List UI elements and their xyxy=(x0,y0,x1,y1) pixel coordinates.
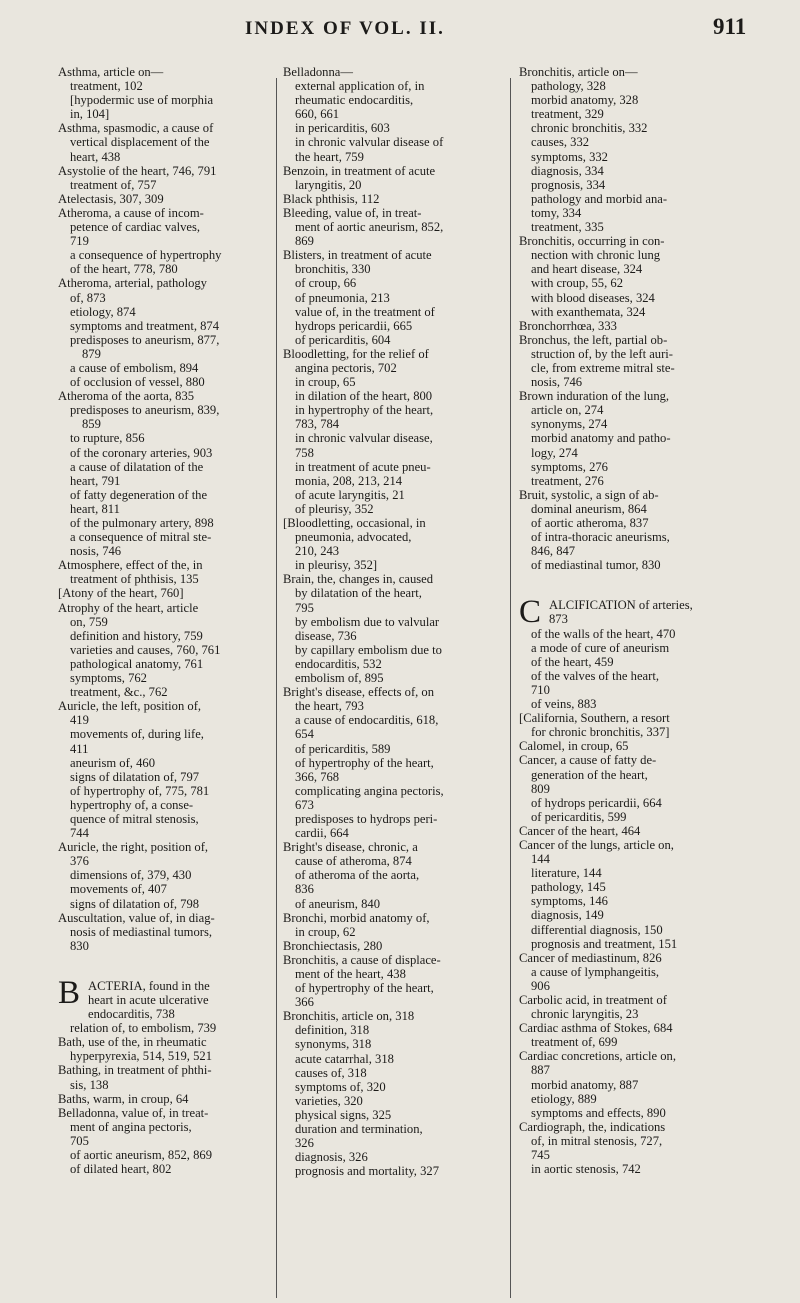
index-subentry: by capillary embolism due to xyxy=(295,642,442,657)
index-entry-heading: Belladonna, value of, in treat- xyxy=(58,1105,209,1120)
index-subentry: with croup, 55, 62 xyxy=(531,276,623,291)
index-entry-heading: Benzoin, in treatment of acute xyxy=(283,163,436,178)
index-subentry: external application of, in xyxy=(295,79,425,94)
index-subentry: movements of, 407 xyxy=(70,882,167,897)
index-subentry: chronic bronchitis, 332 xyxy=(531,121,648,136)
index-entry-heading: [Atony of the heart, 760] xyxy=(58,586,184,601)
index-subentry: pathology and morbid ana- xyxy=(531,191,668,206)
section-gap xyxy=(58,953,243,979)
section-start-entry xyxy=(58,974,243,1022)
index-subentry: treatment, &c., 762 xyxy=(70,685,168,700)
index-entry-heading: Bronchorrhœa, 333 xyxy=(519,318,617,333)
index-subentry: varieties and causes, 760, 761 xyxy=(70,642,221,657)
index-subentry: by dilatation of the heart, xyxy=(295,586,422,601)
index-subentry: 210, 243 xyxy=(295,544,340,559)
index-subentry: by embolism due to valvular xyxy=(295,614,440,629)
index-subentry: in pericarditis, 603 xyxy=(295,121,390,136)
index-subentry: hydrops pericardii, 665 xyxy=(295,318,413,333)
index-subentry: 376 xyxy=(70,854,89,869)
index-entry-heading: Bright's disease, chronic, a xyxy=(283,840,418,855)
index-entry-heading: Cardiac asthma of Stokes, 684 xyxy=(519,1021,673,1036)
index-entry-heading: Bronchiectasis, 280 xyxy=(283,938,383,953)
page-number: 911 xyxy=(713,14,747,39)
index-subentry: angina pectoris, 702 xyxy=(295,360,397,375)
index-subentry: 846, 847 xyxy=(531,544,576,559)
index-subentry: causes, 332 xyxy=(531,135,590,150)
index-subentry: chronic laryngitis, 23 xyxy=(531,1007,639,1022)
index-subentry: value of, in the treatment of xyxy=(295,304,435,319)
index-entry-heading: Cancer of the lungs, article on, xyxy=(519,837,674,852)
page-header xyxy=(0,14,800,44)
index-subentry: a consequence of mitral ste- xyxy=(70,530,212,545)
index-subentry: causes of, 318 xyxy=(295,1065,367,1080)
index-entry-line: ACTERIA, found in the xyxy=(88,978,210,993)
index-subentry: pathology, 145 xyxy=(531,880,606,895)
index-subentry: in treatment of acute pneu- xyxy=(295,459,431,474)
index-subentry: vertical displacement of the xyxy=(70,135,210,150)
index-subentry: sis, 138 xyxy=(70,1077,109,1092)
index-subentry: in croup, 65 xyxy=(295,375,356,390)
index-subentry: symptoms, 276 xyxy=(531,459,608,474)
index-entry-heading: Auricle, the right, position of, xyxy=(58,840,209,855)
index-entry-heading: Atheroma of the aorta, 835 xyxy=(58,389,195,404)
index-subentry: of mediastinal tumor, 830 xyxy=(531,558,661,573)
index-subentry: 660, 661 xyxy=(295,107,340,122)
index-subentry: symptoms and effects, 890 xyxy=(531,1105,666,1120)
index-subentry: treatment, 329 xyxy=(531,107,604,122)
index-subentry: symptoms, 332 xyxy=(531,149,608,164)
index-subentry: 830 xyxy=(70,938,89,953)
index-entry-heading: Cardiograph, the, indications xyxy=(519,1119,666,1134)
index-subentry: morbid anatomy, 328 xyxy=(531,93,639,108)
index-column-1 xyxy=(58,65,243,1176)
index-entry-heading: Bathing, in treatment of phthi- xyxy=(58,1063,212,1078)
index-subentry: 783, 784 xyxy=(295,417,340,432)
index-subentry: cardii, 664 xyxy=(295,826,349,841)
section-gap xyxy=(519,572,779,598)
index-entry-heading: Atheroma, a cause of incom- xyxy=(58,205,204,220)
index-entry-heading: Black phthisis, 112 xyxy=(283,191,380,206)
index-subentry: 887 xyxy=(531,1063,550,1078)
index-subentry: generation of the heart, xyxy=(531,767,648,782)
index-entry-line: 873 xyxy=(549,612,568,627)
index-entry-heading: Cancer, a cause of fatty de- xyxy=(519,753,657,768)
index-subentry: with exanthemata, 324 xyxy=(531,304,646,319)
index-entry-line: endocarditis, 738 xyxy=(88,1007,175,1022)
index-subentry: laryngitis, 20 xyxy=(295,177,362,192)
index-subentry: pathological anatomy, 761 xyxy=(70,656,204,671)
index-subentry: acute catarrhal, 318 xyxy=(295,1051,394,1066)
index-subentry: 744 xyxy=(70,826,89,841)
index-subentry: heart, 811 xyxy=(70,501,120,516)
index-entry-heading: Atheroma, arterial, pathology xyxy=(58,276,207,291)
index-subentry: synonyms, 274 xyxy=(531,417,608,432)
index-subentry: 745 xyxy=(531,1148,550,1163)
index-subentry: rheumatic endocarditis, xyxy=(295,93,414,108)
index-entry-heading: Cancer of mediastinum, 826 xyxy=(519,950,662,965)
index-subentry: in croup, 62 xyxy=(295,924,356,939)
index-subentry: hyperpyrexia, 514, 519, 521 xyxy=(70,1049,212,1064)
index-subentry: of the heart, 778, 780 xyxy=(70,262,178,277)
drop-cap-letter: C xyxy=(519,594,542,631)
index-subentry: 859 xyxy=(82,417,101,432)
index-entry-heading: Asthma, article on— xyxy=(58,65,164,79)
index-entry-heading: Carbolic acid, in treatment of xyxy=(519,993,667,1007)
index-subentry: prognosis and treatment, 151 xyxy=(531,936,678,951)
index-subentry: in, 104] xyxy=(70,107,110,122)
index-subentry: treatment, 276 xyxy=(531,473,604,488)
index-subentry: 879 xyxy=(82,346,101,361)
index-subentry: signs of dilatation of, 798 xyxy=(70,896,200,911)
index-subentry: dimensions of, 379, 430 xyxy=(70,868,192,883)
index-subentry: 419 xyxy=(70,713,89,728)
index-subentry: nosis, 746 xyxy=(531,375,583,390)
index-entry-heading: Auscultation, value of, in diag- xyxy=(58,910,215,925)
index-subentry: symptoms and treatment, 874 xyxy=(70,318,220,333)
column-divider xyxy=(276,78,277,1298)
index-subentry: etiology, 874 xyxy=(70,304,136,319)
index-subentry: of the valves of the heart, xyxy=(531,668,659,683)
index-entry-heading: Bloodletting, for the relief of xyxy=(283,346,429,361)
index-entry-heading: Bronchus, the left, partial ob- xyxy=(519,332,668,347)
index-subentry: a cause of embolism, 894 xyxy=(70,360,199,375)
index-subentry: a cause of lymphangeitis, xyxy=(531,964,659,979)
index-subentry: 366, 768 xyxy=(295,769,340,784)
index-entry-heading: Atmosphere, effect of the, in xyxy=(58,558,203,573)
index-subentry: in pleurisy, 352] xyxy=(295,558,378,573)
index-subentry: of aortic atheroma, 837 xyxy=(531,516,649,530)
index-subentry: for chronic bronchitis, 337] xyxy=(531,725,670,740)
index-subentry: prognosis, 334 xyxy=(531,177,606,192)
index-subentry: of fatty degeneration of the xyxy=(70,487,208,502)
index-subentry: of occlusion of vessel, 880 xyxy=(70,375,205,390)
index-subentry: pneumonia, advocated, xyxy=(295,530,412,545)
index-subentry: of hypertrophy of the heart, xyxy=(295,981,434,996)
index-subentry: 719 xyxy=(70,234,89,249)
index-entry-heading: Bronchitis, article on— xyxy=(519,65,638,79)
index-subentry: of acute laryngitis, 21 xyxy=(295,487,405,502)
drop-cap-letter: B xyxy=(58,974,81,1011)
index-entry-heading: [California, Southern, a resort xyxy=(519,711,670,726)
index-subentry: varieties, 320 xyxy=(295,1093,363,1108)
index-subentry: of pericarditis, 604 xyxy=(295,332,391,347)
index-subentry: embolism of, 895 xyxy=(295,671,384,686)
index-entry-heading: Belladonna— xyxy=(283,65,353,79)
index-subentry: relation of, to embolism, 739 xyxy=(70,1021,217,1036)
index-subentry: diagnosis, 149 xyxy=(531,908,604,923)
index-subentry: the heart, 759 xyxy=(295,149,364,164)
index-subentry: of veins, 883 xyxy=(531,697,597,712)
index-subentry: of croup, 66 xyxy=(295,276,357,291)
index-subentry: ment of the heart, 438 xyxy=(295,967,406,981)
index-subentry: struction of, by the left auri- xyxy=(531,346,673,361)
index-subentry: quence of mitral stenosis, xyxy=(70,811,199,826)
index-subentry: a consequence of hypertrophy xyxy=(70,248,222,263)
index-subentry: in dilation of the heart, 800 xyxy=(295,389,433,404)
index-subentry: 673 xyxy=(295,797,314,812)
index-subentry: in aortic stenosis, 742 xyxy=(531,1162,641,1177)
index-entry-heading: Cancer of the heart, 464 xyxy=(519,823,641,838)
index-subentry: synonyms, 318 xyxy=(295,1037,372,1052)
column-divider xyxy=(510,78,511,1298)
index-subentry: cle, from extreme mitral ste- xyxy=(531,360,675,375)
index-subentry: physical signs, 325 xyxy=(295,1107,392,1122)
index-subentry: monia, 208, 213, 214 xyxy=(295,473,403,488)
index-subentry: definition, 318 xyxy=(295,1023,370,1038)
index-entry-heading: Calomel, in croup, 65 xyxy=(519,739,629,754)
index-entry-heading: Bruit, systolic, a sign of ab- xyxy=(519,487,659,502)
index-subentry: nection with chronic lung xyxy=(531,248,661,263)
index-subentry: a cause of dilatation of the xyxy=(70,459,204,474)
index-subentry: petence of cardiac valves, xyxy=(70,220,201,235)
index-subentry: in chronic valvular disease of xyxy=(295,135,444,150)
index-subentry: treatment, 102 xyxy=(70,79,143,94)
index-subentry: 809 xyxy=(531,781,550,796)
index-subentry: of pleurisy, 352 xyxy=(295,501,374,516)
index-entry-heading: Atelectasis, 307, 309 xyxy=(58,191,164,206)
index-subentry: to rupture, 856 xyxy=(70,431,145,446)
index-subentry: nosis, 746 xyxy=(70,544,122,559)
index-subentry: 326 xyxy=(295,1136,314,1151)
index-subentry: of atheroma of the aorta, xyxy=(295,868,420,883)
index-entry-heading: Blisters, in treatment of acute xyxy=(283,248,432,263)
section-start-entry xyxy=(519,594,779,631)
index-subentry: pathology, 328 xyxy=(531,79,606,94)
index-subentry: of dilated heart, 802 xyxy=(70,1162,172,1177)
index-subentry: hypertrophy of, a conse- xyxy=(70,797,194,812)
index-subentry: article on, 274 xyxy=(531,403,604,418)
index-subentry: of, in mitral stenosis, 727, xyxy=(531,1133,663,1148)
index-subentry: of aneurism, 840 xyxy=(295,896,380,911)
running-title: INDEX OF VOL. II. xyxy=(245,18,445,39)
index-entry-heading: Bronchi, morbid anatomy of, xyxy=(283,910,430,925)
index-subentry: of pneumonia, 213 xyxy=(295,290,390,305)
index-subentry: disease, 736 xyxy=(295,628,357,643)
index-subentry: 705 xyxy=(70,1133,89,1148)
index-subentry: of pericarditis, 589 xyxy=(295,741,391,756)
index-subentry: 869 xyxy=(295,234,314,249)
index-subentry: in chronic valvular disease, xyxy=(295,431,433,446)
index-entry-heading: Bleeding, value of, in treat- xyxy=(283,205,422,220)
index-entry-heading: Asthma, spasmodic, a cause of xyxy=(58,121,214,136)
index-subentry: complicating angina pectoris, xyxy=(295,783,444,798)
index-subentry: of aortic aneurism, 852, 869 xyxy=(70,1148,212,1163)
index-entry-heading: [Bloodletting, occasional, in xyxy=(283,516,426,530)
index-subentry: a cause of endocarditis, 618, xyxy=(295,713,439,728)
index-entry-heading: Asystolie of the heart, 746, 791 xyxy=(58,163,217,178)
index-subentry: symptoms, 146 xyxy=(531,894,608,909)
index-subentry: movements of, during life, xyxy=(70,727,204,742)
index-entry-heading: Bronchitis, occurring in con- xyxy=(519,234,665,249)
index-entry-line: ALCIFICATION of arteries, xyxy=(549,598,693,613)
index-subentry: cause of atheroma, 874 xyxy=(295,854,412,869)
index-subentry: signs of dilatation of, 797 xyxy=(70,769,200,784)
index-subentry: duration and termination, xyxy=(295,1122,423,1137)
index-subentry: 795 xyxy=(295,600,314,615)
index-subentry: 411 xyxy=(70,741,89,756)
index-subentry: prognosis and mortality, 327 xyxy=(295,1164,439,1179)
index-column-2 xyxy=(283,65,508,1178)
index-subentry: 758 xyxy=(295,445,314,460)
index-subentry: of, 873 xyxy=(70,290,106,305)
index-subentry: 710 xyxy=(531,682,550,697)
index-subentry: definition and history, 759 xyxy=(70,628,203,643)
index-subentry: with blood diseases, 324 xyxy=(531,290,655,305)
index-subentry: diagnosis, 334 xyxy=(531,163,604,178)
index-subentry: heart, 438 xyxy=(70,149,121,164)
index-entry-line: heart in acute ulcerative xyxy=(88,993,209,1007)
index-entry-heading: Bronchitis, a cause of displace- xyxy=(283,952,441,967)
index-subentry: endocarditis, 532 xyxy=(295,656,382,671)
index-subentry: of hypertrophy of, 775, 781 xyxy=(70,783,210,798)
index-subentry: tomy, 334 xyxy=(531,205,582,220)
index-entry-heading: Auricle, the left, position of, xyxy=(58,699,202,714)
index-subentry: of the walls of the heart, 470 xyxy=(531,626,676,641)
index-subentry: treatment of phthisis, 135 xyxy=(70,572,199,587)
index-subentry: predisposes to aneurism, 877, xyxy=(70,332,220,347)
index-entry-heading: Baths, warm, in croup, 64 xyxy=(58,1091,189,1106)
index-entry-heading: Bronchitis, article on, 318 xyxy=(283,1009,415,1024)
index-subentry: the heart, 793 xyxy=(295,699,364,714)
index-subentry: a mode of cure of aneurism xyxy=(531,640,670,655)
index-subentry: and heart disease, 324 xyxy=(531,262,643,277)
index-column-3 xyxy=(519,65,779,1176)
index-subentry: 836 xyxy=(295,882,314,897)
index-subentry: of pericarditis, 599 xyxy=(531,809,627,824)
index-subentry: of hypertrophy of the heart, xyxy=(295,755,434,770)
index-subentry: in hypertrophy of the heart, xyxy=(295,403,434,418)
index-subentry: dominal aneurism, 864 xyxy=(531,501,647,516)
index-entry-heading: Brain, the, changes in, caused xyxy=(283,572,434,587)
index-subentry: of the coronary arteries, 903 xyxy=(70,445,213,460)
index-subentry: symptoms, 762 xyxy=(70,671,147,686)
index-subentry: ment of aortic aneurism, 852, xyxy=(295,220,444,235)
index-subentry: 366 xyxy=(295,995,314,1010)
index-subentry: nosis of mediastinal tumors, xyxy=(70,924,213,939)
index-subentry: treatment of, 757 xyxy=(70,177,157,192)
index-subentry: of hydrops pericardii, 664 xyxy=(531,795,662,810)
index-subentry: treatment, 335 xyxy=(531,220,604,235)
index-subentry: predisposes to aneurism, 839, xyxy=(70,403,220,418)
index-subentry: 906 xyxy=(531,978,550,993)
index-subentry: morbid anatomy and patho- xyxy=(531,431,671,446)
index-subentry: aneurism of, 460 xyxy=(70,755,155,770)
index-entry-heading: Bath, use of the, in rheumatic xyxy=(58,1035,207,1050)
index-subentry: of the heart, 459 xyxy=(531,654,614,669)
index-subentry: logy, 274 xyxy=(531,445,578,460)
index-entry-heading: Atrophy of the heart, article xyxy=(58,600,199,615)
index-subentry: 144 xyxy=(531,852,550,867)
index-subentry: predisposes to hydrops peri- xyxy=(295,811,438,826)
index-entry-heading: Cardiac concretions, article on, xyxy=(519,1049,677,1064)
index-subentry: 654 xyxy=(295,727,314,742)
index-subentry: heart, 791 xyxy=(70,473,121,488)
index-subentry: bronchitis, 330 xyxy=(295,262,371,277)
index-subentry: etiology, 889 xyxy=(531,1091,597,1106)
index-subentry: literature, 144 xyxy=(531,866,602,881)
index-subentry: differential diagnosis, 150 xyxy=(531,922,663,937)
index-subentry: of intra-thoracic aneurisms, xyxy=(531,530,670,545)
index-subentry: on, 759 xyxy=(70,614,108,629)
index-subentry: of the pulmonary artery, 898 xyxy=(70,516,214,530)
index-subentry: treatment of, 699 xyxy=(531,1035,618,1050)
index-subentry: ment of angina pectoris, xyxy=(70,1119,192,1134)
index-subentry: morbid anatomy, 887 xyxy=(531,1077,639,1092)
index-subentry: [hypodermic use of morphia xyxy=(70,93,214,108)
index-entry-heading: Bright's disease, effects of, on xyxy=(283,685,435,700)
index-subentry: diagnosis, 326 xyxy=(295,1150,368,1165)
index-entry-heading: Brown induration of the lung, xyxy=(519,389,670,404)
index-subentry: symptoms of, 320 xyxy=(295,1079,386,1094)
